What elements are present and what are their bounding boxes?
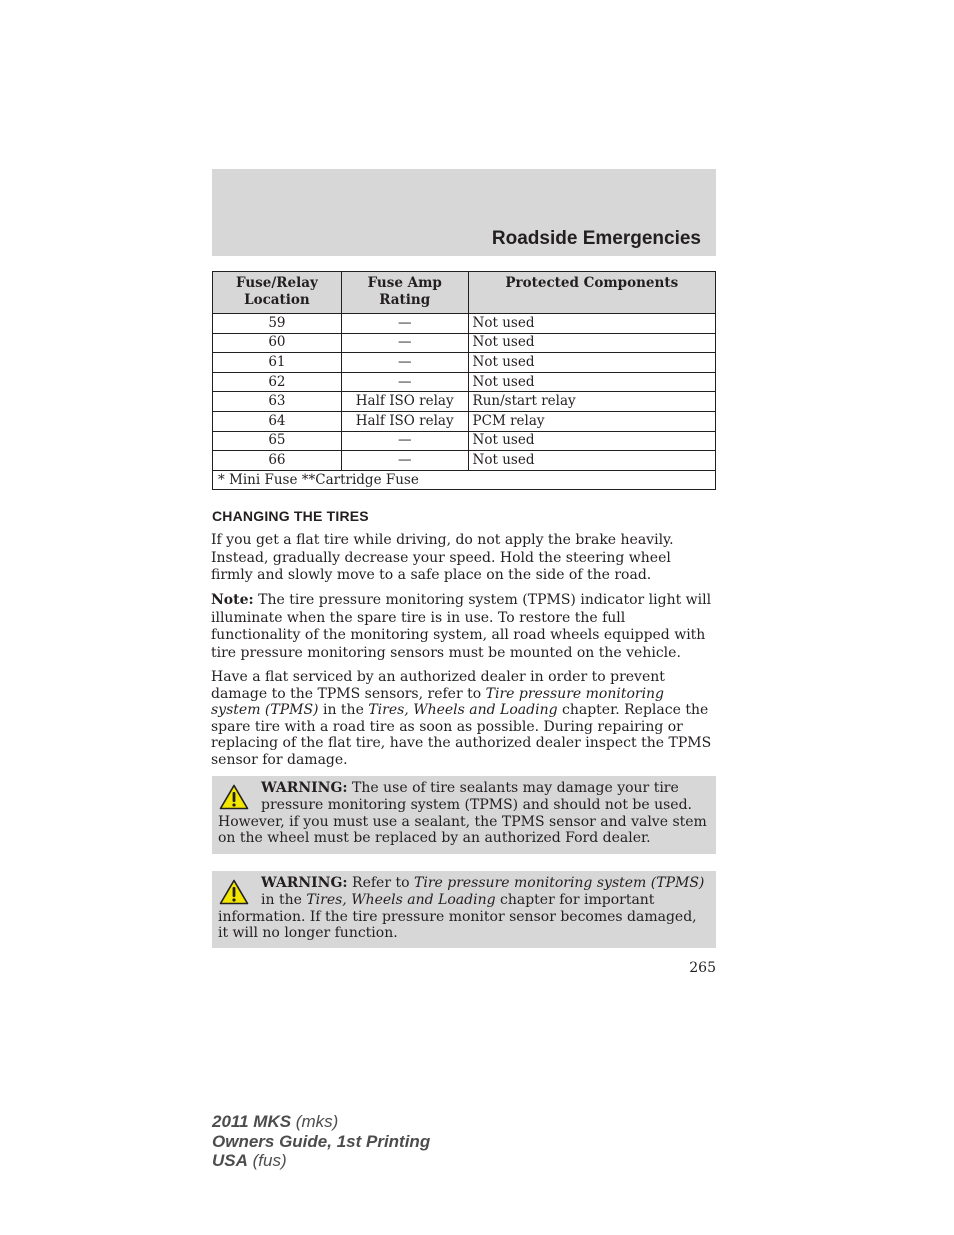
cell-location: 60 xyxy=(213,333,342,353)
table-header-row xyxy=(213,272,716,314)
cell-components: Run/start relay xyxy=(468,392,715,412)
column-header-location: Fuse/Relay Location xyxy=(213,272,342,314)
fuse-table xyxy=(212,271,716,490)
table-row xyxy=(213,431,716,451)
cell-location: 64 xyxy=(213,411,342,431)
table-row xyxy=(213,372,716,392)
column-header-rating: Fuse Amp Rating xyxy=(341,272,468,314)
warning-box-tpms xyxy=(212,871,716,948)
table-row xyxy=(213,411,716,431)
cell-location: 66 xyxy=(213,451,342,471)
cell-location: 63 xyxy=(213,392,342,412)
paragraph-flat-tire: If you get a flat tire while driving, do not apply the brake heavily. Instead, gradually decrease your speed. Hold the steering wheel firmly and slowly move to a safe place on the side of the road. xyxy=(211,532,674,583)
cell-rating: Half ISO relay xyxy=(341,411,468,431)
table-footnote: * Mini Fuse **Cartridge Fuse xyxy=(213,470,716,490)
cell-location: 65 xyxy=(213,431,342,451)
note-label: Note: xyxy=(211,592,254,608)
section-heading: CHANGING THE TIRES xyxy=(212,508,369,524)
cell-rating: — xyxy=(341,372,468,392)
cell-rating: — xyxy=(341,451,468,471)
cell-location: 59 xyxy=(213,314,342,334)
warning-text: WARNING: Refer to Tire pressure monitoring system (TPMS) in the Tires, Wheels and Loading chapter for important information. If the tire pressure monitor sensor becomes damaged, it will no longer function. xyxy=(218,875,705,942)
table-row xyxy=(213,314,716,334)
cell-components: Not used xyxy=(468,431,715,451)
reference-tpms: Tire pressure monitoring system (TPMS) xyxy=(211,685,665,718)
page-title: Roadside Emergencies xyxy=(491,228,701,249)
cell-components: Not used xyxy=(468,333,715,353)
cell-components: Not used xyxy=(468,353,715,373)
cell-components: Not used xyxy=(468,314,715,334)
cell-components: PCM relay xyxy=(468,411,715,431)
reference-chapter: Tires, Wheels and Loading xyxy=(368,702,558,718)
cell-rating: — xyxy=(341,333,468,353)
note-text: The tire pressure monitoring system (TPMS) indicator light will illuminate when the spare tire is in use. To restore the full functionality of the monitoring system, all road wheels equipped with tire pressure monitoring sensors must be mounted on the vehicle. xyxy=(211,592,712,661)
reference-chapter: Tires, Wheels and Loading xyxy=(306,891,496,908)
footer-line-market: USA (fus) xyxy=(212,1151,287,1170)
column-header-components: Protected Components xyxy=(468,272,715,314)
header-band xyxy=(212,169,716,256)
cell-location: 62 xyxy=(213,372,342,392)
table-row xyxy=(213,451,716,471)
warning-label: WARNING: xyxy=(261,875,348,891)
cell-rating: — xyxy=(341,431,468,451)
footer-imprint xyxy=(212,1112,430,1171)
cell-rating: — xyxy=(341,314,468,334)
footer-line-guide: Owners Guide, 1st Printing xyxy=(212,1131,431,1151)
cell-location: 61 xyxy=(213,353,342,373)
warning-label: WARNING: xyxy=(261,780,348,796)
footer-line-model: 2011 MKS (mks) xyxy=(212,1112,339,1131)
reference-tpms: Tire pressure monitoring system (TPMS) xyxy=(414,875,705,891)
paragraph-service: Have a flat serviced by an authorized dealer in order to prevent damage to the TPMS sensors, refer to Tire pressure monitoring system (TPMS) in the Tires, Wheels and Loading chapter. Replace the spare tire with a road tire as soon as possible. During repairing or replacing of the flat tire, have the authorized dealer inspect the TPMS sensor for damage. xyxy=(211,669,712,768)
cell-components: Not used xyxy=(468,372,715,392)
table-row xyxy=(213,353,716,373)
table-footnote-row xyxy=(213,470,716,490)
paragraph-note xyxy=(211,592,716,662)
cell-components: Not used xyxy=(468,451,715,471)
warning-text: WARNING: The use of tire sealants may damage your tire pressure monitoring system (TPMS) and should not be used. However, if you must use a sealant, the TPMS sensor and valve stem on the wheel must be replaced by an authorized Ford dealer. xyxy=(218,780,707,847)
cell-rating: Half ISO relay xyxy=(341,392,468,412)
table-row xyxy=(213,333,716,353)
warning-box-sealants xyxy=(212,776,716,854)
page-number: 265 xyxy=(689,960,716,976)
table-row xyxy=(213,392,716,412)
cell-rating: — xyxy=(341,353,468,373)
